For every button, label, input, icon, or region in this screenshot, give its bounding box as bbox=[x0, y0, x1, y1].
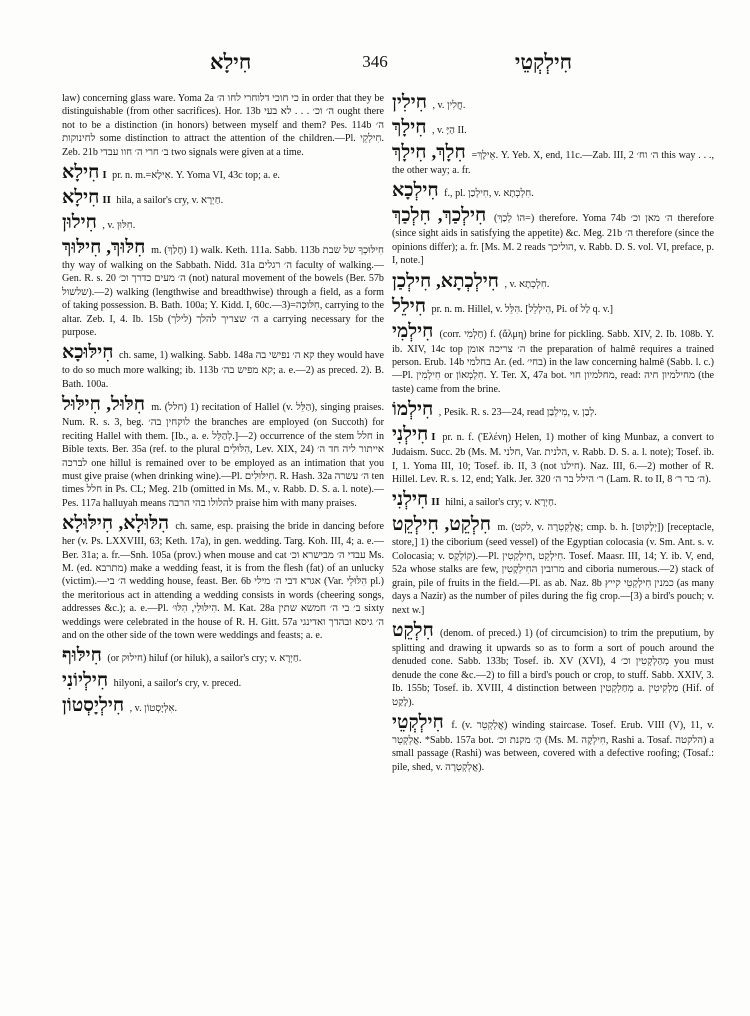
entry-headword: חִלָךְ, חִילָךְ bbox=[392, 142, 466, 163]
entry-headword: חִילּוּף bbox=[62, 645, 102, 667]
entry-headword: חִלְקֵט bbox=[392, 619, 434, 641]
entry-definition: pr. n. f. (Ἑλένη) Helen, 1) mother of king Munbaz, a convert to Judaism. Succ. 2b (Ms. M. חלני, Var. הלנית, v. Rabb. D. S. a. l. note); Tosef. ib. I, 1. Yoma III, 10; Tosef. ib. II, 3 (not חילנו). Naz. III, 6.—2) mother of R. Hillel. Lev. R. s. 12, end; Yalk. Jer. 320 ר׳ הילל בר ה׳ (Lam. R. to II, 8 ה׳ בר ר׳). bbox=[392, 432, 714, 486]
entry-definition: , Pesik. R. s. 23—24, read מִילְבַן, v. לְבַן. bbox=[438, 407, 597, 419]
entry-definition: , v. חֲלִין. bbox=[432, 100, 466, 111]
dictionary-entry bbox=[62, 237, 384, 339]
entry-headword: חִילָא bbox=[62, 187, 100, 209]
dictionary-entry bbox=[392, 117, 714, 139]
entry-headword: חִילָא bbox=[62, 162, 100, 184]
dictionary-entry bbox=[392, 712, 714, 774]
entry-headword: חִילְקְטֵי bbox=[392, 711, 444, 733]
entry-homonym-number: I bbox=[431, 431, 436, 444]
entry-headword: חִילְכָא bbox=[392, 180, 439, 202]
entry-headword: חִילּוּכָא bbox=[62, 342, 114, 364]
entry-definition: (corr. חַלְמִי) f. (ἅλμη) brine for pickling. Sabb. XIV, 2. Ib. 108b. Y. ib. XIV, 14c top ה׳ צריכה אומן the preparation of halmê requires a trained person. Erub. 14b בחלמי Ar. (ed. בחי׳) in the law concerning halmê (Sabb. l. c.)—Pl. חִילְמִין or חִלְמְאוֹן. Y. Ter. X, 47a bot. מחלמיון חוי, read: מחילמיון חיה (the taste) came from the brine. bbox=[392, 328, 714, 395]
page-header bbox=[60, 50, 690, 78]
dictionary-entry bbox=[392, 514, 714, 616]
continued-entry-text: law) concerning glass ware. Yoma 2a כי חוכי דלוחרי לחו ה׳ in order that they be distinguishable (from other sacrifices). Hor. 13b ה׳ וכ׳ . . . לא בעי ought there not to be a distinction (in honors) between myself and them? Pes. 114b ה׳ לחינוקות some distinction to attract the attention of the children.—Pl. חִילְקֵי. Zeb. 21b ב׳ חרי ה׳ חוו עבדי two signals were given at a time. bbox=[62, 93, 384, 158]
entry-definition: pr. n. m.=אִילָא. Y. Yoma VI, 43c top; a. e. bbox=[112, 170, 280, 182]
entry-headword: חִלּוּל, חִילּוּל bbox=[62, 394, 145, 416]
dictionary-entry bbox=[62, 695, 384, 717]
dictionary-entry bbox=[392, 180, 714, 202]
entry-definition: ch. same, 1) walking. Sabb. 148a קא ה׳ נפישי בה they would have to do so much more walking; ib. 113b קא מפיש בה׳; a. e.—2) as preced. 2). B. Bath. 100a. bbox=[62, 350, 384, 390]
entry-definition: m. (חלל) 1) recitation of Hallel (v. הַלֵּל), singing praises. Num. R. s. 3, beg. לוקחין בה׳ the branches are employed (on Succoth) for reciting Hallel with them. [Ib., a. e. לְהַלֵּל.]—2) occurrence of the stem חלל in Bible texts. Ber. 35a (ref. to the plural הִלּוּלִים, Lev. XIX, 24) אייתור ליה חד ה׳ לברכה one hillul is remained over to be employed as an intimation that you must give praise (when drinking wine).—Pl. חִילּוּלִים. R. Hash. 32a ה׳ עשרה ten times חלל in Ps. CL; Meg. 21b (omitted in Ms. M., v. Rabb. D. S. a. l. note).—Pes. 117a halluyah means להלולו בהי הרבה praise him with many praises. bbox=[62, 402, 385, 509]
entry-headword: חִילְיָסְטוֹן bbox=[62, 695, 125, 717]
dictionary-entry bbox=[62, 670, 384, 692]
entry-headword: חִילוּן bbox=[62, 212, 97, 234]
entry-headword: חִילְכְתָא, חִילְכַן bbox=[392, 270, 499, 292]
entry-headword: חִילְמוֹ bbox=[392, 399, 434, 421]
entry-definition: m. (חָלַךְ) 1) walk. Keth. 111a. Sabb. 113b חִילּוּכְךָ של שבת thy way of walking on the Sabbath. Nidd. 31a ה׳ רגלים faculty of walking.—Gen. R. s. 20 ה׳ מעים כדרך וכ׳ (not) natural movement of the bowels (Ber. 57b שלשול).—2) walking (lengthwise and breadthwise) through a field, as a form of taking possession. B. Bath. 100a; Y. Kidd. I, 60c.—3)=חִלּוּכָה, carrying to the altar. Zeb. I, 4. Ib. 15b (לילך) ה׳ שצריך להלך a carrying necessary for the purpose. bbox=[62, 245, 385, 339]
entry-headword: חִילְכַךְ, חִלְכַךְ bbox=[392, 205, 487, 227]
dictionary-entry bbox=[392, 142, 714, 177]
left-column bbox=[62, 92, 384, 720]
entry-headword: חִילָךְ bbox=[392, 117, 427, 138]
entry-definition: ch. same, esp. praising the bride in dancing before her (v. Ps. LXXVIII, 63; Keth. 17a), in gen. wedding. Targ. Koh. III, 4; a. e.—Ber. 31a; a. fr.—Snh. 105a (prov.) when mouse and cat עבדי ה׳ מבישרא וכ׳ Ms. M. (ed. מתרבא) make a wedding feast, it is from the flesh (fat) of an unlucky (victim).—ה׳ בי wedding house, feast. Ber. 6b אגרא דבי ה׳ מילי (Var. הִלּוּלֵי pl.) the meritorious act in attending a wedding consists in words (cheering songs, addresses &c.); a. e.—Pl. הִילּוּלֵי, הִלּוּ׳. M. Kat. 28a ב׳ בי ה׳ חמשא שתין sixty weddings were celebrated in the house of R. H. Gitt. 57a ה׳ גיסא ובהדך ואדינגי and on the other side of the town were weddings and feasts; a. e. bbox=[62, 521, 385, 641]
right-column bbox=[392, 92, 714, 777]
entry-definition: hila, a sailor's cry, v. חַיְרָא. bbox=[116, 195, 224, 207]
dictionary-entry bbox=[392, 424, 714, 486]
dictionary-entry bbox=[62, 645, 384, 667]
entry-headword: חִילְנִי bbox=[392, 424, 429, 446]
entry-headword: חִילִין bbox=[392, 92, 427, 113]
dictionary-entry bbox=[392, 92, 714, 114]
entry-definition: f. (v. אֲלְקְטֵר) winding staircase. Tosef. Erub. VIII (V), 11, v. אֲלְקְטֵר. *Sabb. 157a bot. הָ׳ מקנת וכ׳ (Ms. M. חִילְקָה, Rashi a. Tosaf. הלקטה) a small passage (Rashi) was between, covered with a defective roofing; (Tosaf.: pile, shed, v. אֲלְקְטְרָה). bbox=[392, 719, 715, 773]
dictionary-entry bbox=[392, 620, 714, 709]
page-number: 346 bbox=[362, 52, 388, 71]
running-head-left: חִילָא bbox=[210, 50, 252, 74]
entry-definition: (denom. of preced.) 1) (of circumcision) to trim the preputium, by splitting and drawing it upwards so as to form a sort of pouch around the denuded cone. Sabb. 133b; Tosef. ib. XV (XVI), 4 מְהַלְקְטִין וכ׳ you must denude the cone &c.—2) to fill a bird's pouch or crop, to stuff. Sabb. XXIV, 3. Ib. 155b; Tosef. ib. XVIII, 4 distinction between מְחַלְקְטִין a. מַלְקִיטִין (Hif. of לָקַט). bbox=[392, 627, 714, 708]
entry-definition: , v. אִלְיָסְטוֹן. bbox=[129, 703, 178, 715]
entry-headword: חִלּוּךְ, חִילּוּךְ bbox=[62, 237, 146, 259]
entry-homonym-number: II bbox=[102, 194, 111, 207]
dictionary-entry bbox=[392, 321, 714, 397]
dictionary-entry bbox=[392, 489, 714, 511]
dictionary-entry bbox=[62, 394, 384, 510]
entry-definition: , v. חִלְכְתָא. bbox=[504, 278, 550, 290]
running-head-right: חִילְקְטֵי bbox=[514, 50, 572, 74]
entry-definition: m. (לקט, v. אֲלְקִטְרָה; cmp. b. h. [יְלָקוּט]) [receptacle, store,] 1) the ciborium (seed vessel) of the Egyptian colocasia (v. Sm. Ant. s. v. Colocasia; v. קוֹלְקָס).—Pl. חִילְקֵט ,חִילְקְטִין. Tosef. Maasr. III, 14; Y. ib. V, end, 52a whose stalks are few, מרובין החִילְקָטִין and ciboria numerous.—2) stack of grain, pile of fruits in the field.—Pl. as ab. Naz. 8b כמנין חִילְקְטֵי קייץ (as many days a Nazir) as the number of piles during the fig crop.—[3) a bird's pouch; v. next w.] bbox=[392, 522, 715, 616]
entry-definition: pr. n. m. Hillel, v. הִלֵּל. [הִילְלֵל, Pi. of לַל q. v.] bbox=[431, 303, 614, 315]
entry-homonym-number: II bbox=[431, 496, 440, 509]
entry-definition: =אֵילָךְ. Y. Yeb. X, end, 11c.—Zab. III, 2 ה׳ וח׳ this way . . ., the other way; a. fr. bbox=[392, 150, 714, 176]
entry-definition: hilyoni, a sailor's cry, v. preced. bbox=[113, 678, 242, 690]
entry-definition: , v. הַיָּ II. bbox=[431, 125, 467, 136]
entry-headword: חִילְמִי bbox=[392, 320, 434, 342]
entry-definition: hilni, a sailor's cry; v. חַיְרָא. bbox=[445, 497, 557, 509]
entry-headword: חִילֵל bbox=[392, 295, 427, 317]
entry-headword: הִלּוּלָא, חִילּוּלָא bbox=[62, 513, 170, 535]
dictionary-entry bbox=[62, 212, 384, 234]
dictionary-entry bbox=[62, 187, 384, 209]
entry-headword: חִילְנִי bbox=[392, 489, 429, 511]
entry-headword: חִלְקֵט, חִילְקֵט bbox=[392, 514, 491, 536]
entry-definition: (or חילוּק) hiluf (or hiluk), a sailor's cry; v. חַיְרָא. bbox=[107, 653, 302, 665]
dictionary-entry bbox=[392, 296, 714, 318]
entry-definition: f., pl. חִילְכַן, v. חִלְכְתָא. bbox=[444, 188, 534, 200]
entry-definition: , v. חִלּוּן. bbox=[102, 220, 136, 232]
dictionary-entry bbox=[62, 162, 384, 184]
dictionary-entry bbox=[392, 399, 714, 421]
entry-definition: (הוֹ לְכַךְ=) therefore. Yoma 74b ה׳ מאן וכ׳ therefore (since sight aids in satisfying the appetite) &c. Meg. 21b ה׳ therefore (since the opinions differ); a. fr. [Ms. M. 2 reads הוליכך, v. Rabb. D. S. vol. VI, preface, p. I, note.] bbox=[392, 213, 714, 267]
dictionary-entry bbox=[62, 513, 384, 642]
entry-headword: חִילְיוֹנִי bbox=[62, 670, 109, 692]
dictionary-entry bbox=[62, 342, 384, 391]
entry-homonym-number: I bbox=[102, 169, 107, 182]
dictionary-entry bbox=[392, 205, 714, 267]
dictionary-entry bbox=[392, 271, 714, 293]
